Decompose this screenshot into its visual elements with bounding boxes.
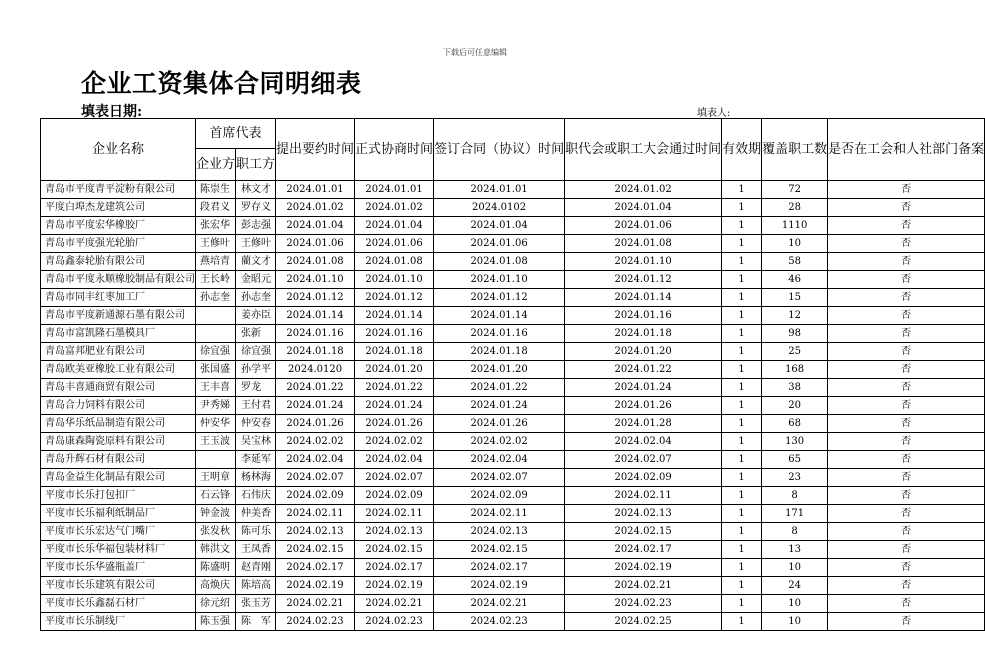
company-name-cell: 青岛丰喜通商贸有限公司: [41, 379, 196, 397]
company-name-cell: 青岛升辉石材有限公司: [41, 451, 196, 469]
table-row: [41, 343, 985, 361]
congress-time-cell: 2024.01.16: [565, 307, 722, 325]
covered-workers-cell: 28: [762, 199, 828, 217]
table-row: [41, 487, 985, 505]
negotiation-time-cell: 2024.01.10: [355, 271, 434, 289]
filed-cell: 否: [828, 271, 985, 289]
validity-cell: 1: [722, 487, 762, 505]
company-name-cell: 青岛市富凯隆石墨模具厂: [41, 325, 196, 343]
congress-time-cell: 2024.01.24: [565, 379, 722, 397]
employee-rep-cell: 罗存义: [236, 199, 276, 217]
signing-time-cell: 2024.02.11: [434, 505, 565, 523]
company-name-cell: 平度市长乐打包扣厂: [41, 487, 196, 505]
enterprise-rep-cell: 韩洪文: [196, 541, 236, 559]
signing-time-cell: 2024.02.15: [434, 541, 565, 559]
negotiation-time-cell: 2024.01.16: [355, 325, 434, 343]
filed-cell: 否: [828, 397, 985, 415]
employee-rep-cell: 吴宝林: [236, 433, 276, 451]
congress-time-cell: 2024.01.02: [565, 181, 722, 199]
company-name-cell: 青岛欧美亚橡胶工业有限公司: [41, 361, 196, 379]
employee-rep-cell: 王付君: [236, 397, 276, 415]
covered-workers-cell: 10: [762, 613, 828, 631]
request-time-cell: 2024.02.13: [276, 523, 355, 541]
negotiation-time-cell: 2024.02.17: [355, 559, 434, 577]
employee-rep-cell: 王凤香: [236, 541, 276, 559]
fill-date-label: 填表日期:: [81, 104, 143, 120]
employee-rep-cell: 陈可乐: [236, 523, 276, 541]
header-chief-rep: 首席代表: [196, 119, 276, 149]
request-time-cell: 2024.02.23: [276, 613, 355, 631]
company-name-cell: 青岛市平度强光轮胎厂: [41, 235, 196, 253]
table-row: [41, 559, 985, 577]
covered-workers-cell: 12: [762, 307, 828, 325]
filed-cell: 否: [828, 343, 985, 361]
enterprise-rep-cell: 钟金波: [196, 505, 236, 523]
enterprise-rep-cell: 张发秋: [196, 523, 236, 541]
covered-workers-cell: 58: [762, 253, 828, 271]
filed-cell: 否: [828, 253, 985, 271]
signing-time-cell: 2024.01.16: [434, 325, 565, 343]
negotiation-time-cell: 2024.01.24: [355, 397, 434, 415]
employee-rep-cell: 赵青刚: [236, 559, 276, 577]
negotiation-time-cell: 2024.02.04: [355, 451, 434, 469]
top-note: 下载后可任意编辑: [443, 48, 507, 57]
signing-time-cell: 2024.02.13: [434, 523, 565, 541]
validity-cell: 1: [722, 307, 762, 325]
enterprise-rep-cell: 张宏华: [196, 217, 236, 235]
congress-time-cell: 2024.02.19: [565, 559, 722, 577]
enterprise-rep-cell: 张国盛: [196, 361, 236, 379]
signing-time-cell: 2024.01.01: [434, 181, 565, 199]
employee-rep-cell: 石伟庆: [236, 487, 276, 505]
header-employee-side: 职工方: [236, 149, 276, 181]
validity-cell: 1: [722, 271, 762, 289]
negotiation-time-cell: 2024.01.06: [355, 235, 434, 253]
table-header: [41, 119, 985, 181]
filed-cell: 否: [828, 577, 985, 595]
wage-contract-table: [40, 118, 985, 631]
enterprise-rep-cell: 陈玉强: [196, 613, 236, 631]
validity-cell: 1: [722, 433, 762, 451]
table-row: [41, 613, 985, 631]
employee-rep-cell: 仲安春: [236, 415, 276, 433]
congress-time-cell: 2024.01.04: [565, 199, 722, 217]
enterprise-rep-cell: 徐元绍: [196, 595, 236, 613]
signing-time-cell: 2024.02.21: [434, 595, 565, 613]
company-name-cell: 平度市长乐宏达气门嘴厂: [41, 523, 196, 541]
company-name-cell: 青岛市平度宏华橡胶厂: [41, 217, 196, 235]
request-time-cell: 2024.01.06: [276, 235, 355, 253]
header-signing-time: 签订合同（协议）时间: [434, 119, 565, 181]
negotiation-time-cell: 2024.01.02: [355, 199, 434, 217]
covered-workers-cell: 171: [762, 505, 828, 523]
table-row: [41, 325, 985, 343]
signing-time-cell: 2024.01.10: [434, 271, 565, 289]
covered-workers-cell: 98: [762, 325, 828, 343]
negotiation-time-cell: 2024.01.12: [355, 289, 434, 307]
negotiation-time-cell: 2024.01.20: [355, 361, 434, 379]
table-row: [41, 289, 985, 307]
enterprise-rep-cell: 孙志奎: [196, 289, 236, 307]
filed-cell: 否: [828, 613, 985, 631]
covered-workers-cell: 10: [762, 595, 828, 613]
negotiation-time-cell: 2024.01.18: [355, 343, 434, 361]
covered-workers-cell: 65: [762, 451, 828, 469]
company-name-cell: 青岛鑫泰轮胎有限公司: [41, 253, 196, 271]
covered-workers-cell: 8: [762, 523, 828, 541]
enterprise-rep-cell: [196, 307, 236, 325]
validity-cell: 1: [722, 397, 762, 415]
negotiation-time-cell: 2024.01.08: [355, 253, 434, 271]
validity-cell: 1: [722, 343, 762, 361]
congress-time-cell: 2024.02.17: [565, 541, 722, 559]
congress-time-cell: 2024.01.20: [565, 343, 722, 361]
header-negotiation-time: 正式协商时间: [355, 119, 434, 181]
congress-time-cell: 2024.02.21: [565, 577, 722, 595]
signing-time-cell: 2024.01.08: [434, 253, 565, 271]
table-body: [41, 181, 985, 631]
employee-rep-cell: 孙学平: [236, 361, 276, 379]
signing-time-cell: 2024.02.09: [434, 487, 565, 505]
validity-cell: 1: [722, 199, 762, 217]
signing-time-cell: 2024.01.18: [434, 343, 565, 361]
congress-time-cell: 2024.02.13: [565, 505, 722, 523]
covered-workers-cell: 13: [762, 541, 828, 559]
covered-workers-cell: 72: [762, 181, 828, 199]
employee-rep-cell: 徐宜强: [236, 343, 276, 361]
table-row: [41, 469, 985, 487]
request-time-cell: 2024.02.07: [276, 469, 355, 487]
enterprise-rep-cell: 王玉波: [196, 433, 236, 451]
signing-time-cell: 2024.02.23: [434, 613, 565, 631]
request-time-cell: 2024.01.08: [276, 253, 355, 271]
enterprise-rep-cell: 陈崇生: [196, 181, 236, 199]
enterprise-rep-cell: 徐宜强: [196, 343, 236, 361]
congress-time-cell: 2024.02.11: [565, 487, 722, 505]
page-title: 企业工资集体合同明细表: [81, 69, 362, 98]
header-filed: 是否在工会和人社部门备案: [828, 119, 985, 181]
request-time-cell: 2024.01.02: [276, 199, 355, 217]
employee-rep-cell: 张玉芳: [236, 595, 276, 613]
company-name-cell: 平度市长乐建筑有限公司: [41, 577, 196, 595]
table-row: [41, 271, 985, 289]
company-name-cell: 青岛市同丰红枣加工厂: [41, 289, 196, 307]
request-time-cell: 2024.02.19: [276, 577, 355, 595]
company-name-cell: 平度市长乐鑫磊石材厂: [41, 595, 196, 613]
covered-workers-cell: 24: [762, 577, 828, 595]
signing-time-cell: 2024.01.12: [434, 289, 565, 307]
covered-workers-cell: 15: [762, 289, 828, 307]
signing-time-cell: 2024.02.17: [434, 559, 565, 577]
negotiation-time-cell: 2024.01.22: [355, 379, 434, 397]
table-row: [41, 253, 985, 271]
congress-time-cell: 2024.02.15: [565, 523, 722, 541]
negotiation-time-cell: 2024.01.26: [355, 415, 434, 433]
validity-cell: 1: [722, 379, 762, 397]
request-time-cell: 2024.02.02: [276, 433, 355, 451]
employee-rep-cell: 李延军: [236, 451, 276, 469]
negotiation-time-cell: 2024.02.02: [355, 433, 434, 451]
congress-time-cell: 2024.02.04: [565, 433, 722, 451]
congress-time-cell: 2024.01.08: [565, 235, 722, 253]
validity-cell: 1: [722, 613, 762, 631]
table-row: [41, 217, 985, 235]
table-row: [41, 415, 985, 433]
company-name-cell: 平度市长乐华盛瓶盖厂: [41, 559, 196, 577]
enterprise-rep-cell: 尹秀娣: [196, 397, 236, 415]
enterprise-rep-cell: 燕培青: [196, 253, 236, 271]
company-name-cell: 青岛富邦肥业有限公司: [41, 343, 196, 361]
table-row: [41, 505, 985, 523]
congress-time-cell: 2024.02.07: [565, 451, 722, 469]
enterprise-rep-cell: 王修叶: [196, 235, 236, 253]
congress-time-cell: 2024.02.25: [565, 613, 722, 631]
employee-rep-cell: 仲美香: [236, 505, 276, 523]
request-time-cell: 2024.02.09: [276, 487, 355, 505]
request-time-cell: 2024.01.16: [276, 325, 355, 343]
filler-label: 填表人:: [697, 108, 731, 119]
request-time-cell: 2024.01.22: [276, 379, 355, 397]
company-name-cell: 平度市长乐福利纸制品厂: [41, 505, 196, 523]
table-row: [41, 379, 985, 397]
company-name-cell: 青岛市平度新通源石墨有限公司: [41, 307, 196, 325]
filed-cell: 否: [828, 595, 985, 613]
request-time-cell: 2024.01.04: [276, 217, 355, 235]
validity-cell: 1: [722, 325, 762, 343]
enterprise-rep-cell: 王长岭: [196, 271, 236, 289]
covered-workers-cell: 23: [762, 469, 828, 487]
table-row: [41, 181, 985, 199]
validity-cell: 1: [722, 415, 762, 433]
negotiation-time-cell: 2024.02.21: [355, 595, 434, 613]
enterprise-rep-cell: [196, 451, 236, 469]
enterprise-rep-cell: 石云锋: [196, 487, 236, 505]
signing-time-cell: 2024.02.04: [434, 451, 565, 469]
table-row: [41, 451, 985, 469]
company-name-cell: 平度白埠杰龙建筑公司: [41, 199, 196, 217]
employee-rep-cell: 林文才: [236, 181, 276, 199]
request-time-cell: 2024.02.17: [276, 559, 355, 577]
header-validity: 有效期: [722, 119, 762, 181]
table-row: [41, 541, 985, 559]
covered-workers-cell: 8: [762, 487, 828, 505]
validity-cell: 1: [722, 469, 762, 487]
request-time-cell: 2024.01.10: [276, 271, 355, 289]
request-time-cell: 2024.01.26: [276, 415, 355, 433]
validity-cell: 1: [722, 541, 762, 559]
validity-cell: 1: [722, 577, 762, 595]
employee-rep-cell: 藺文才: [236, 253, 276, 271]
company-name-cell: 青岛华乐纸品制造有限公司: [41, 415, 196, 433]
header-covered-workers: 覆盖职工数: [762, 119, 828, 181]
covered-workers-cell: 10: [762, 235, 828, 253]
enterprise-rep-cell: 王丰喜: [196, 379, 236, 397]
company-name-cell: 平度市长乐华福包装材料厂: [41, 541, 196, 559]
table-row: [41, 235, 985, 253]
filed-cell: 否: [828, 379, 985, 397]
company-name-cell: 平度市长乐制线厂: [41, 613, 196, 631]
congress-time-cell: 2024.01.06: [565, 217, 722, 235]
request-time-cell: 2024.01.14: [276, 307, 355, 325]
negotiation-time-cell: 2024.02.11: [355, 505, 434, 523]
signing-time-cell: 2024.02.02: [434, 433, 565, 451]
filed-cell: 否: [828, 523, 985, 541]
filed-cell: 否: [828, 451, 985, 469]
company-name-cell: 青岛市平度青平淀粉有限公司: [41, 181, 196, 199]
signing-time-cell: 2024.01.14: [434, 307, 565, 325]
request-time-cell: 2024.01.01: [276, 181, 355, 199]
enterprise-rep-cell: [196, 325, 236, 343]
employee-rep-cell: 姜亦臣: [236, 307, 276, 325]
filed-cell: 否: [828, 415, 985, 433]
negotiation-time-cell: 2024.02.09: [355, 487, 434, 505]
filed-cell: 否: [828, 433, 985, 451]
enterprise-rep-cell: 陈盛明: [196, 559, 236, 577]
employee-rep-cell: 张新: [236, 325, 276, 343]
request-time-cell: 2024.01.18: [276, 343, 355, 361]
covered-workers-cell: 130: [762, 433, 828, 451]
employee-rep-cell: 陈 军: [236, 613, 276, 631]
validity-cell: 1: [722, 523, 762, 541]
congress-time-cell: 2024.01.14: [565, 289, 722, 307]
company-name-cell: 青岛康森陶瓷原料有限公司: [41, 433, 196, 451]
header-congress-time: 职代会或职工大会通过时间: [565, 119, 722, 181]
table-row: [41, 595, 985, 613]
signing-time-cell: 2024.01.26: [434, 415, 565, 433]
validity-cell: 1: [722, 217, 762, 235]
congress-time-cell: 2024.01.12: [565, 271, 722, 289]
negotiation-time-cell: 2024.02.23: [355, 613, 434, 631]
table-row: [41, 433, 985, 451]
employee-rep-cell: 杨林海: [236, 469, 276, 487]
signing-time-cell: 2024.02.19: [434, 577, 565, 595]
table-row: [41, 307, 985, 325]
covered-workers-cell: 1110: [762, 217, 828, 235]
validity-cell: 1: [722, 181, 762, 199]
signing-time-cell: 2024.02.07: [434, 469, 565, 487]
validity-cell: 1: [722, 253, 762, 271]
employee-rep-cell: 金昭元: [236, 271, 276, 289]
covered-workers-cell: 20: [762, 397, 828, 415]
signing-time-cell: 2024.01.04: [434, 217, 565, 235]
filed-cell: 否: [828, 559, 985, 577]
validity-cell: 1: [722, 289, 762, 307]
covered-workers-cell: 68: [762, 415, 828, 433]
validity-cell: 1: [722, 595, 762, 613]
request-time-cell: 2024.02.04: [276, 451, 355, 469]
table-row: [41, 577, 985, 595]
request-time-cell: 2024.02.11: [276, 505, 355, 523]
negotiation-time-cell: 2024.01.04: [355, 217, 434, 235]
filed-cell: 否: [828, 235, 985, 253]
filed-cell: 否: [828, 199, 985, 217]
employee-rep-cell: 陈培高: [236, 577, 276, 595]
employee-rep-cell: 罗龙: [236, 379, 276, 397]
request-time-cell: 2024.01.12: [276, 289, 355, 307]
signing-time-cell: 2024.01.20: [434, 361, 565, 379]
validity-cell: 1: [722, 235, 762, 253]
table-row: [41, 199, 985, 217]
filed-cell: 否: [828, 217, 985, 235]
company-name-cell: 青岛市平度永顺橡胶制品有限公司: [41, 271, 196, 289]
negotiation-time-cell: 2024.01.14: [355, 307, 434, 325]
filed-cell: 否: [828, 289, 985, 307]
negotiation-time-cell: 2024.01.01: [355, 181, 434, 199]
employee-rep-cell: 王修叶: [236, 235, 276, 253]
signing-time-cell: 2024.01.24: [434, 397, 565, 415]
congress-time-cell: 2024.01.28: [565, 415, 722, 433]
negotiation-time-cell: 2024.02.07: [355, 469, 434, 487]
signing-time-cell: 2024.0102: [434, 199, 565, 217]
header-request-time: 提出要约时间: [276, 119, 355, 181]
table-row: [41, 397, 985, 415]
negotiation-time-cell: 2024.02.15: [355, 541, 434, 559]
header-company-name: 企业名称: [41, 119, 196, 181]
covered-workers-cell: 10: [762, 559, 828, 577]
employee-rep-cell: 孙志奎: [236, 289, 276, 307]
filed-cell: 否: [828, 181, 985, 199]
signing-time-cell: 2024.01.06: [434, 235, 565, 253]
covered-workers-cell: 38: [762, 379, 828, 397]
enterprise-rep-cell: 仲安华: [196, 415, 236, 433]
congress-time-cell: 2024.01.10: [565, 253, 722, 271]
filed-cell: 否: [828, 361, 985, 379]
table-row: [41, 361, 985, 379]
filed-cell: 否: [828, 541, 985, 559]
covered-workers-cell: 25: [762, 343, 828, 361]
request-time-cell: 2024.02.21: [276, 595, 355, 613]
enterprise-rep-cell: 王明章: [196, 469, 236, 487]
congress-time-cell: 2024.01.22: [565, 361, 722, 379]
congress-time-cell: 2024.01.26: [565, 397, 722, 415]
signing-time-cell: 2024.01.22: [434, 379, 565, 397]
congress-time-cell: 2024.02.23: [565, 595, 722, 613]
filed-cell: 否: [828, 307, 985, 325]
filed-cell: 否: [828, 505, 985, 523]
congress-time-cell: 2024.02.09: [565, 469, 722, 487]
covered-workers-cell: 168: [762, 361, 828, 379]
validity-cell: 1: [722, 451, 762, 469]
enterprise-rep-cell: 段君义: [196, 199, 236, 217]
negotiation-time-cell: 2024.02.19: [355, 577, 434, 595]
table-row: [41, 523, 985, 541]
filed-cell: 否: [828, 487, 985, 505]
covered-workers-cell: 46: [762, 271, 828, 289]
validity-cell: 1: [722, 559, 762, 577]
validity-cell: 1: [722, 361, 762, 379]
filed-cell: 否: [828, 469, 985, 487]
request-time-cell: 2024.02.15: [276, 541, 355, 559]
company-name-cell: 青岛金益生化制品有限公司: [41, 469, 196, 487]
header-enterprise-side: 企业方: [196, 149, 236, 181]
employee-rep-cell: 彭志强: [236, 217, 276, 235]
request-time-cell: 2024.0120: [276, 361, 355, 379]
congress-time-cell: 2024.01.18: [565, 325, 722, 343]
negotiation-time-cell: 2024.02.13: [355, 523, 434, 541]
enterprise-rep-cell: 高焕庆: [196, 577, 236, 595]
request-time-cell: 2024.01.24: [276, 397, 355, 415]
filed-cell: 否: [828, 325, 985, 343]
validity-cell: 1: [722, 505, 762, 523]
company-name-cell: 青岛合力饲料有限公司: [41, 397, 196, 415]
